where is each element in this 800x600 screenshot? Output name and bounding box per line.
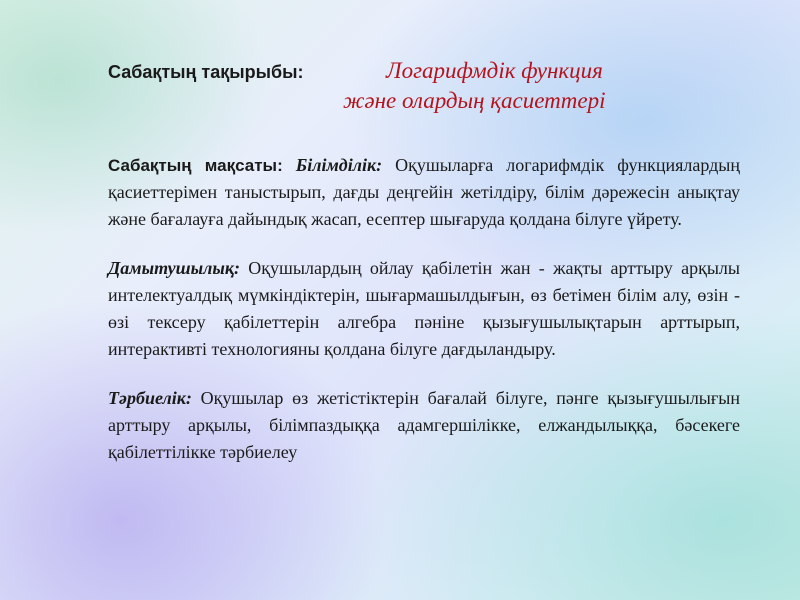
topic-title-line-1: Логарифмдік функция bbox=[386, 58, 603, 83]
topic-label: Сабақтың тақырыбы: bbox=[108, 62, 304, 82]
lesson-goals bbox=[108, 152, 740, 488]
goal-upbringing bbox=[108, 385, 740, 466]
educational-term: Білімділік: bbox=[295, 155, 383, 175]
goal-educational bbox=[108, 152, 740, 233]
goal-developmental bbox=[108, 255, 740, 363]
developmental-text: Оқушылардың ойлау қабілетін жан - жақты арттыру арқылы интелектуалдық мүмкіндіктерін, шығармашылдығын, өз бетімен білім алу, өзін - өзі тексеру қабілеттерін алгебра пәніне қызығушылықтарын арттырып, интерактивті технологияны қолдана білуге дағдыландыру. bbox=[108, 258, 740, 359]
educational-text: Оқушыларға логарифмдік функциялардың қасиеттерімен таныстырып, дағды деңгейін жетілдіру, білім дәрежесін анықтау және бағалауға дайындық жасап, есептер шығаруда қолдана білуге үйрету. bbox=[108, 155, 740, 229]
developmental-term: Дамытушылық: bbox=[108, 258, 240, 278]
topic-title-line-2: және олардың қасиеттері bbox=[343, 88, 606, 113]
upbringing-term: Тәрбиелік: bbox=[108, 388, 192, 408]
upbringing-text: Оқушылар өз жетістіктерін бағалай білуге, пәнге қызығушылығын арттыру арқылы, білімпаздыққа адамгершілікке, елжандылыққа, бәсекеге қабілеттілікке тәрбиелеу bbox=[108, 388, 740, 462]
goals-label: Сабақтың мақсаты: bbox=[108, 156, 283, 175]
